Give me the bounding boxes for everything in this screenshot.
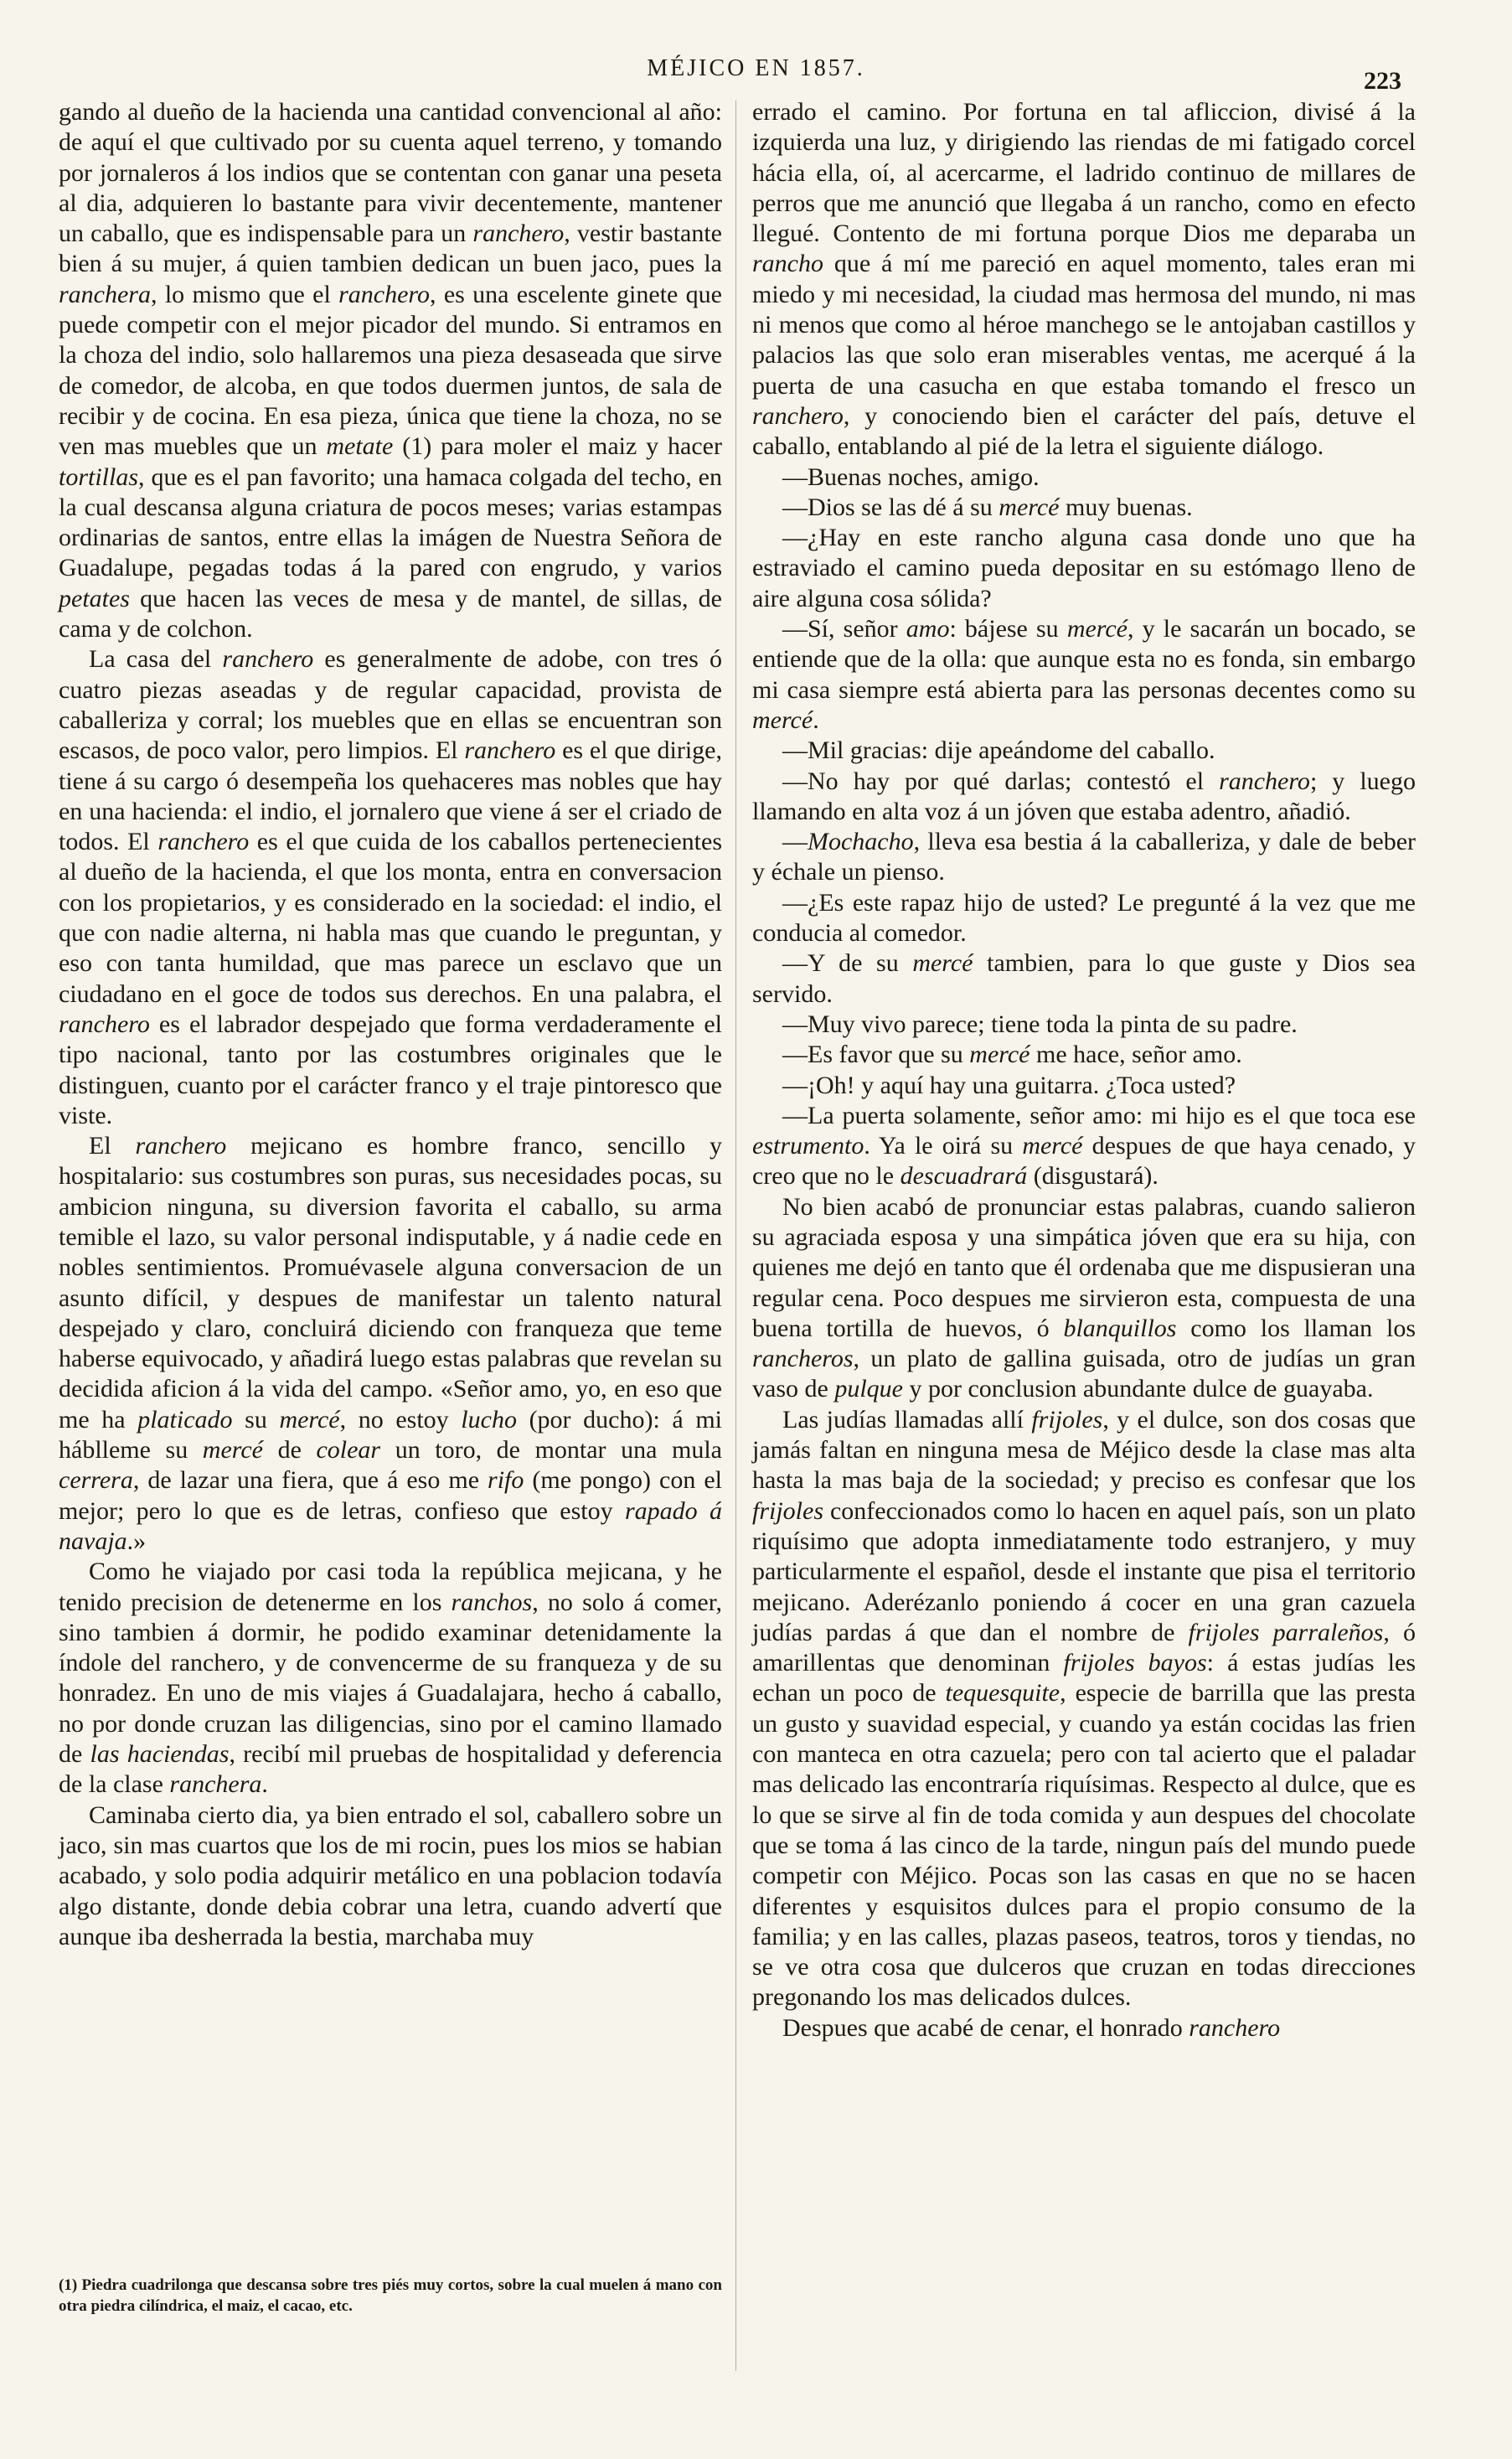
dialogue-line: —Sí, señor amo: bájese su mercé, y le sacarán un bocado, se entiende que de la olla: que aunque esta no es fonda, sin embargo mi casa siempre está abierta para las personas decentes como su mercé. xyxy=(752,615,1417,734)
paragraph: gando al dueño de la hacienda una cantidad convencional al año: de aquí el que cultivado por su cuenta aquel terreno, y tomando por jornaleros á los indios que se contentan con ganar una peseta al dia, adquieren lo bastante para vivir decentemente, mantener un caballo, que es indispensable para un ranchero, vestir bastante bien á su mujer, á quien tambien dedican un buen jaco, pues la ranchera, lo mismo que el ranchero, es una escelente ginete que puede competir con el mejor picador del mundo. Si entramos en la choza del indio, solo hallaremos una pieza desaseada que sirve de comedor, de alcoba, en que todos duermen juntos, de sala de recibir y de cocina. En esa pieza, única que tiene la choza, no se ven mas muebles que un metate (1) para moler el maiz y hacer tortillas, que es el pan favorito; una hamaca colgada del techo, en la cual descansa alguna criatura de pocos meses; varias estampas ordinarias de santos, entre ellas la imágen de Nuestra Señora de Guadalupe, pegadas todas á la pared con engrudo, y varios petates que hacen las veces de mesa y de mantel, de sillas, de cama y de colchon. xyxy=(59,98,723,643)
dialogue-line: —Mil gracias: dije apeándome del caballo. xyxy=(782,736,1215,765)
right-column xyxy=(752,97,1416,2043)
dialogue-line: —Y de su mercé tambien, para lo que guste y Dios sea servido. xyxy=(752,949,1416,1008)
footnote: (1) Piedra cuadrilonga que descansa sobre tres piés muy cortos, sobre la cual muelen á mano con otra piedra cilíndrica, el maiz, el cacao, etc. xyxy=(59,2276,722,2315)
dialogue-line: —Buenas noches, amigo. xyxy=(782,462,1040,491)
running-title: MÉJICO EN 1857. xyxy=(647,55,865,81)
paragraph: Como he viajado por casi toda la república mejicana, y he tenido precision de detenerme en los ranchos, no solo á comer, sino tambien á dormir, he podido examinar detenidamente la índole del ranchero, y de convencerme de su franqueza y de su honradez. En uno de mis viajes á Guadalajara, hecho á caballo, no por donde cruzan las diligencias, sino por el camino llamado de las haciendas, recibí mil pruebas de hospitalidad y deferencia de la clase ranchera. xyxy=(59,1558,722,1799)
dialogue-line: —Es favor que su mercé me hace, señor amo. xyxy=(782,1041,1242,1069)
dialogue-line: —¡Oh! y aquí hay una guitarra. ¿Toca usted? xyxy=(782,1071,1236,1099)
paragraph: La casa del ranchero es generalmente de adobe, con tres ó cuatro piezas aseadas y de regular capacidad, provista de caballeriza y corral; los muebles que en ellas se encuentran son escasos, de poco valor, pero limpios. El ranchero es el que dirige, tiene á su cargo ó desempeña los quehaceres mas nobles que hay en una hacienda: el indio, el jornalero que viene á ser el criado de todos. El ranchero es el que cuida de los caballos pertenecientes al dueño de la hacienda, el que los monta, entra en conversacion con los propietarios, y es considerado en la sociedad: el indio, el que con nadie alterna, ni habla mas que cuando le preguntan, y eso con tanta humildad, que mas parece un esclavo que un ciudadano en el goce de todos sus derechos. En una palabra, el ranchero es el labrador despejado que forma verdaderamente el tipo nacional, tanto por las costumbres originales que le distinguen, cuanto por el carácter franco y el traje pintoresco que viste. xyxy=(59,645,722,1129)
paragraph: No bien acabó de pronunciar estas palabras, cuando salieron su agraciada esposa y una simpática jóven que era su hija, con quienes me dejó en tanto que él ordenaba que me dispusieran una regular cena. Poco despues me sirvieron esta, compuesta de una buena tortilla de huevos, ó blanquillos como los llaman los rancheros, un plato de gallina guisada, otro de judías un gran vaso de pulque y por conclusion abundante dulce de guayaba. xyxy=(752,1192,1416,1403)
dialogue-line: —Dios se las dé á su mercé muy buenas. xyxy=(782,493,1193,521)
paragraph: El ranchero mejicano es hombre franco, sencillo y hospitalario: sus costumbres son puras, sus necesidades pocas, su ambicion ninguna, su diversion favorita el caballo, su arma temible el lazo, su valor personal indisputable, y á nadie cede en nobles sentimientos. Promuévasele alguna conversacion de un asunto difícil, y despues de manifestar un talento natural despejado y claro, concluirá diciendo con franqueza que teme haberse equivocado, y añadirá luego estas palabras que revelan su decidida aficion á la vida del campo. «Señor amo, yo, en eso que me ha platicado su mercé, no estoy lucho (por ducho): á mi háblleme su mercé de colear un toro, de montar una mula cerrera, de lazar una fiera, que á eso me rifo (me pongo) con el mejor; pero lo que es de letras, confieso que estoy rapado á navaja.» xyxy=(59,1132,723,1555)
page-number: 223 xyxy=(1364,67,1401,95)
paragraph: Despues que acabé de cenar, el honrado ranchero xyxy=(782,2013,1281,2042)
column-divider xyxy=(735,101,736,2371)
dialogue-line: —Mochacho, lleva esa bestia á la caballeriza, y dale de beber y échale un pienso. xyxy=(752,828,1416,886)
left-column xyxy=(59,97,722,1952)
paragraph: errado el camino. Por fortuna en tal afliccion, divisé á la izquierda una luz, y dirigiendo las riendas de mi fatigado corcel hácia ella, oí, al acercarme, el ladrido continuo de millares de perros que me anunció que llegaba á un rancho, como en efecto llegué. Contento de mi fortuna porque Dios me deparaba un rancho que á mí me pareció en aquel momento, tales eran mi miedo y mi necesidad, la ciudad mas hermosa del mundo, ni mas ni menos que como al héroe manchego se le antojaban castillos y palacios las que solo eran miserables ventas, me acerqué á la puerta de una casucha en que estaba tomando el fresco un ranchero, y conociendo bien el carácter del país, detuve el caballo, entablando al pié de la letra el siguiente diálogo. xyxy=(752,98,1416,461)
dialogue-line: —No hay por qué darlas; contestó el ranchero; y luego llamando en alta voz á un jóven que estaba adentro, añadió. xyxy=(752,767,1416,825)
dialogue-line: —¿Hay en este rancho alguna casa donde uno que ha estraviado el camino pueda depositar en su estómago lleno de aire alguna cosa sólida? xyxy=(752,524,1416,612)
dialogue-line: —Muy vivo parece; tiene toda la pinta de su padre. xyxy=(782,1010,1298,1038)
dialogue-line: —¿Es este rapaz hijo de usted? Le pregunté á la vez que me conducia al comedor. xyxy=(752,888,1416,948)
paragraph: Caminaba cierto dia, ya bien entrado el sol, caballero sobre un jaco, sin mas cuartos que los de mi rocin, pues los mios se habian acabado, y solo podia adquirir metálico en una poblacion todavía algo distante, donde debia cobrar una letra, cuando advertí que aunque iba desherrada la bestia, marchaba muy xyxy=(59,1800,722,1950)
dialogue-line: —La puerta solamente, señor amo: mi hijo es el que toca ese estrumento. Ya le oirá su mercé despues de que haya cenado, y creo que no le descuadrará (disgustará). xyxy=(752,1101,1416,1191)
paragraph: Las judías llamadas allí frijoles, y el dulce, son dos cosas que jamás faltan en ninguna mesa de Méjico desde la clase mas alta hasta la mas baja de la sociedad; y preciso es confesar que los frijoles confeccionados como lo hacen en aquel país, son un plato riquísimo que adopta inmediatamente todo estranjero, y muy particularmente el español, desde el instante que pisa el territorio mejicano. Aderézanlo poniendo á cocer en una gran cazuela judías pardas á que dan el nombre de frijoles parraleños, ó amarillentas que denominan frijoles bayos: á estas judías les echan un poco de tequesquite, especie de barrilla que las presta un gusto y suavidad especial, y cuando ya están cocidas las frien con manteca en otra cazuela; pero con tal acierto que el paladar mas delicado las encontraría riquísimas. Respecto al dulce, que es lo que se sirve al fin de toda comida y aun despues del chocolate que se toma á las cinco de la tarde, ningun país del mundo puede competir con Méjico. Pocas son las casas en que no se hacen diferentes y esquisitos dulces para el propio consumo de la familia; y en las calles, plazas paseos, teatros, toros y tiendas, no se ve otra cosa que dulceros que cruzan en todas direcciones pregonando los mas delicados dulces. xyxy=(752,1405,1417,2012)
